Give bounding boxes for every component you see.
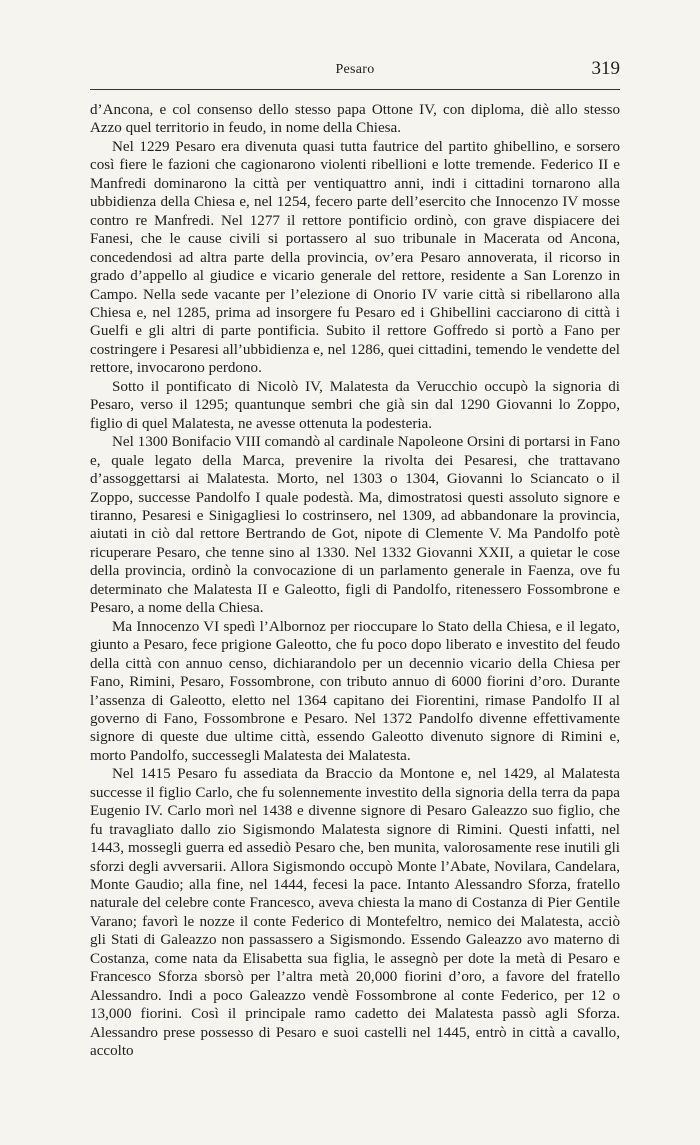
paragraph: Sotto il pontificato di Nicolò IV, Malatesta da Verucchio occupò la signoria di Pesaro, verso il 1295; quantunque sembri che già sin dal 1290 Giovanni lo Zoppo, figlio di quel Malatesta, ne avesse ottenuta la podesteria. (90, 378, 620, 432)
paragraph: Ma Innocenzo VI spedì l’Albornoz per rioccupare lo Stato della Chiesa, e il legato, giunto a Pesaro, fece prigione Galeotto, che fu poco dopo liberato e investito del feudo della città con annuo censo, dichiarandolo per un decennio vicario della Chiesa per Fano, Rimini, Pesaro, Fossombrone, con tributo annuo di 6000 fiorini d’oro. Durante l’assenza di Galeotto, eletto nel 1364 capitano dei Fiorentini, rimase Pandolfo II al governo di Fano, Fossombrone e Pesaro. Nel 1372 Pandolfo divenne effettivamente signore di queste due ultime città, essendo Galeotto divenuto signore di Rimini e, morto Pandolfo, successegli Malatesta dei Malatesta. (90, 618, 620, 764)
page-number: 319 (591, 58, 620, 79)
paragraph: Nel 1229 Pesaro era divenuta quasi tutta fautrice del partito ghibellino, e sorsero così fiere le fazioni che cagionarono violenti ribellioni e lotte tremende. Federico II e Manfredi dominarono la città per ventiquattro anni, indi i cittadini tornarono alla ubbidienza della Chiesa e, nel 1254, fecero parte dell’esercito che Innocenzo IV mosse contro re Manfredi. Nel 1277 il rettore pontificio ordinò, con grave dispiacere dei Fanesi, che le cause civili si portassero al suo tribunale in Macerata od Ancona, concedendosi ad altra parte della provincia, ov’era Pesaro annoverata, il ricorso in grado d’appello al giudice e vicario generale del rettore, residente a San Lorenzo in Campo. Nella sede vacante per l’elezione di Onorio IV varie città si ribellarono alla Chiesa e, nel 1285, prima ad insorgere fu Pesaro ed i Ghibellini cacciarono di città i Guelfi e gli altri di parte pontificia. Subito il rettore Goffredo si portò a Fano per costringere i Pesaresi all’ubbidienza e, nel 1286, quei cittadini, temendo le vendette del rettore, invocarono perdono. (90, 138, 620, 377)
page-header (90, 58, 620, 88)
paragraph: Nel 1300 Bonifacio VIII comandò al cardinale Napoleone Orsini di portarsi in Fano e, quale legato della Marca, prevenire la rivolta dei Pesaresi, che trattavano d’assoggettarsi ai Malatesta. Morto, nel 1303 o 1304, Giovanni lo Sciancato o il Zoppo, successe Pandolfo I quale podestà. Ma, dimostratosi questi assoluto signore e tiranno, Pesaresi e Sinigagliesi lo costrinsero, nel 1309, ad abbandonare la provincia, aiutati in ciò dal rettore Bertrando de Got, nipote di Clemente V. Ma Pandolfo potè ricuperare Pesaro, che tenne sino al 1330. Nel 1332 Giovanni XXII, a quietar le cose della provincia, ordinò la convocazione di un parlamento generale in Faenza, ove fu determinato che Malatesta II e Galeotto, figli di Pandolfo, ritenessero Fossombrone e Pesaro, a nome della Chiesa. (90, 434, 620, 617)
body-text (90, 101, 620, 1061)
paragraph-continuation: d’Ancona, e col consenso dello stesso papa Ottone IV, con diploma, diè allo stesso Azzo quel territorio in feudo, in nome della Chiesa. (90, 102, 620, 137)
running-title: Pesaro (335, 62, 375, 77)
paragraph: Nel 1415 Pesaro fu assediata da Braccio da Montone e, nel 1429, al Malatesta successe il figlio Carlo, che fu solennemente investito della signoria della terra da papa Eugenio IV. Carlo morì nel 1438 e divenne signore di Pesaro Galeazzo suo figlio, che fu travagliato dallo zio Sigismondo Malatesta signore di Rimini. Questi infatti, nel 1443, mossegli guerra ed assediò Pesaro che, ben munita, valorosamente rese inutili gli sforzi degli avversarii. Allora Sigismondo occupò Monte l’Abate, Novilara, Candelara, Monte Gaudio; alla fine, nel 1444, fecesi la pace. Intanto Alessandro Sforza, fratello naturale del celebre conte Francesco, aveva chiesta la mano di Costanza di Pier Gentile Varano; favorì le nozze il conte Federico di Montefeltro, nemico dei Malatesta, acciò gli Stati di Galeazzo non passassero a Sigismondo. Essendo Galeazzo avo materno di Costanza, come nata da Elisabetta sua figlia, le assegnò per dote la metà di Pesaro e Francesco Sforza sborsò per l’altra metà 20,000 fiorini d’oro, a favore del fratello Alessandro. Indi a poco Galeazzo vendè Fossombrone al conte Federico, per 12 o 13,000 fiorini. Così il principale ramo cadetto dei Malatesta passò agli Sforza. Alessandro prese possesso di Pesaro e suoi castelli nel 1445, entrò in città a cavallo, accolto (90, 766, 620, 1060)
header-rule (90, 89, 620, 90)
